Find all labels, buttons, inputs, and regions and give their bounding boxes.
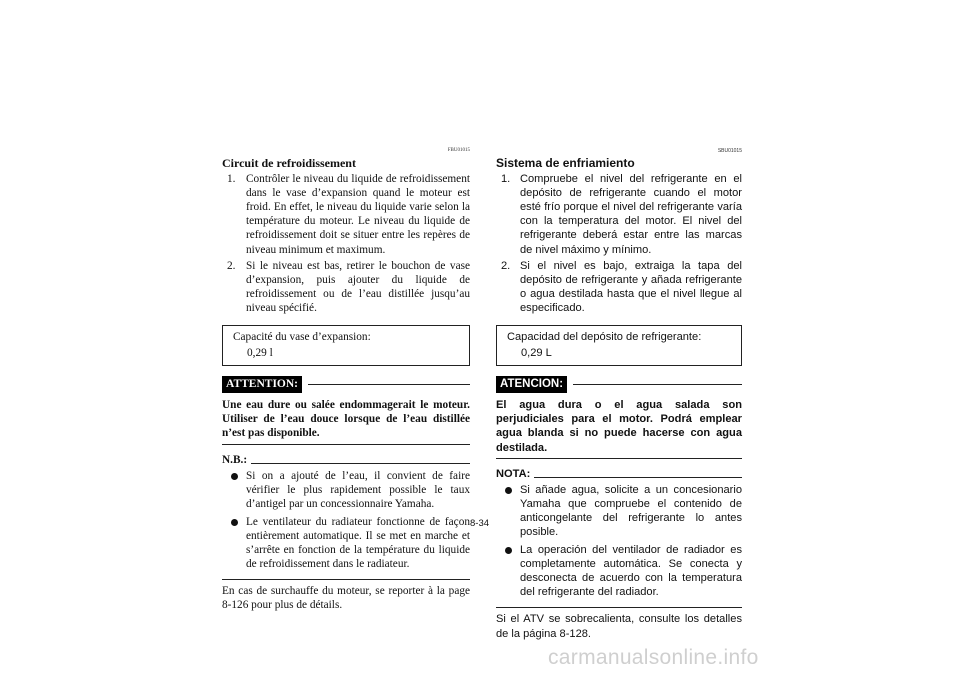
step-list	[222, 172, 470, 315]
note-label: N.B.:	[222, 453, 248, 466]
capacity-label: Capacité du vase d’expansion:	[233, 331, 371, 344]
step-item	[222, 259, 470, 315]
step-text: Compruebe el nivel del refrigerante en el depósito de refrigerante cuando el motor esté frío porque el nivel del refrigerante varía con la temperatura del motor. El nivel del refrigerante deberá estar entre las marcas de nivel máximo y mínimo.	[520, 173, 742, 256]
step-list	[496, 172, 742, 315]
capacity-box	[496, 325, 742, 366]
step-text: Si le niveau est bas, retirer le bouchon de vase d’expansion, puis ajouter du liquide de refroidissement ou de l’eau distillée jusqu’au niveau spécifié.	[246, 259, 470, 314]
step-item	[496, 172, 742, 257]
note-item	[496, 483, 742, 539]
bullet-icon	[231, 473, 238, 480]
step-number: 1.	[227, 173, 236, 186]
attention-header	[496, 376, 742, 393]
note-item	[222, 469, 470, 511]
divider	[308, 384, 470, 385]
bullet-icon	[505, 547, 512, 554]
after-text: Si el ATV se sobrecalienta, consulte los detalles de la página 8-128.	[496, 613, 742, 640]
section-title: Sistema de enfriamiento	[496, 156, 635, 170]
capacity-box	[222, 325, 470, 366]
french-column	[222, 148, 470, 612]
note-item	[496, 543, 742, 599]
note-text: Si añade agua, solicite a un concesionario Yamaha que compruebe el contenido de anticongelante del refrigerante lo antes posible.	[520, 483, 742, 538]
step-number: 2.	[501, 259, 511, 272]
section-title: Circuit de refroidissement	[222, 156, 356, 170]
divider	[251, 463, 470, 464]
section-code: SBU01015	[717, 148, 742, 154]
section-code: FBU01015	[447, 148, 470, 153]
step-text: Si el nivel es bajo, extraiga la tapa del depósito de refrigerante y añada refrigerante o agua destilada hasta que el nivel llegue al especificado.	[520, 259, 742, 314]
capacity-label: Capacidad del depósito de refrigerante:	[507, 331, 702, 344]
note-item	[222, 515, 470, 571]
attention-header	[222, 376, 470, 393]
note-header	[496, 467, 742, 481]
attention-label: ATTENTION:	[222, 376, 302, 393]
spanish-column	[496, 148, 742, 641]
capacity-value: 0,29 l	[247, 347, 273, 360]
after-text: En cas de surchauffe du moteur, se reporter à la page 8-126 pour plus de détails.	[222, 585, 470, 612]
note-text: Si on a ajouté de l’eau, il convient de faire vérifier le plus rapidement possible le taux d’antigel par un concessionnaire Yamaha.	[246, 469, 470, 510]
divider	[534, 477, 742, 478]
note-header	[222, 453, 470, 467]
attention-label: ATENCION:	[496, 376, 567, 393]
step-number: 1.	[501, 173, 511, 186]
page-number: 8-34	[470, 518, 490, 529]
step-number: 2.	[227, 259, 236, 272]
capacity-value: 0,29 L	[521, 347, 552, 360]
attention-text: El agua dura o el agua salada son perjudiciales para el motor. Podrá emplear agua blanda si no puede hacerse con agua destilada.	[496, 398, 742, 458]
bullet-icon	[231, 519, 238, 526]
note-list	[222, 469, 470, 581]
step-text: Contrôler le niveau du liquide de refroidissement dans le vase d’expansion quand le moteur est froid. En effet, le niveau du liquide varie selon la température du moteur. Le niveau du liquide de refroidissement doit se situer entre les repères de niveau minimum et maximum.	[246, 173, 470, 256]
step-item	[222, 172, 470, 257]
bullet-icon	[505, 487, 512, 494]
divider	[573, 384, 742, 385]
note-list	[496, 483, 742, 609]
note-label: NOTA:	[496, 467, 531, 480]
watermark: carmanualsonline.info	[548, 646, 759, 669]
note-text: La operación del ventilador de radiador es completamente automática. Se conecta y desconecta de acuerdo con la temperatura del refrigerante del radiador.	[520, 544, 742, 599]
attention-text: Une eau dure ou salée endommagerait le moteur. Utiliser de l’eau douce lorsque de l’eau distillée n’est pas disponible.	[222, 398, 470, 444]
step-item	[496, 259, 742, 315]
note-text: Le ventilateur du radiateur fonctionne de façon entièrement automatique. Il se met en marche et s’arrête en fonction de la température du liquide de refroidissement dans le radiateur.	[246, 515, 470, 571]
